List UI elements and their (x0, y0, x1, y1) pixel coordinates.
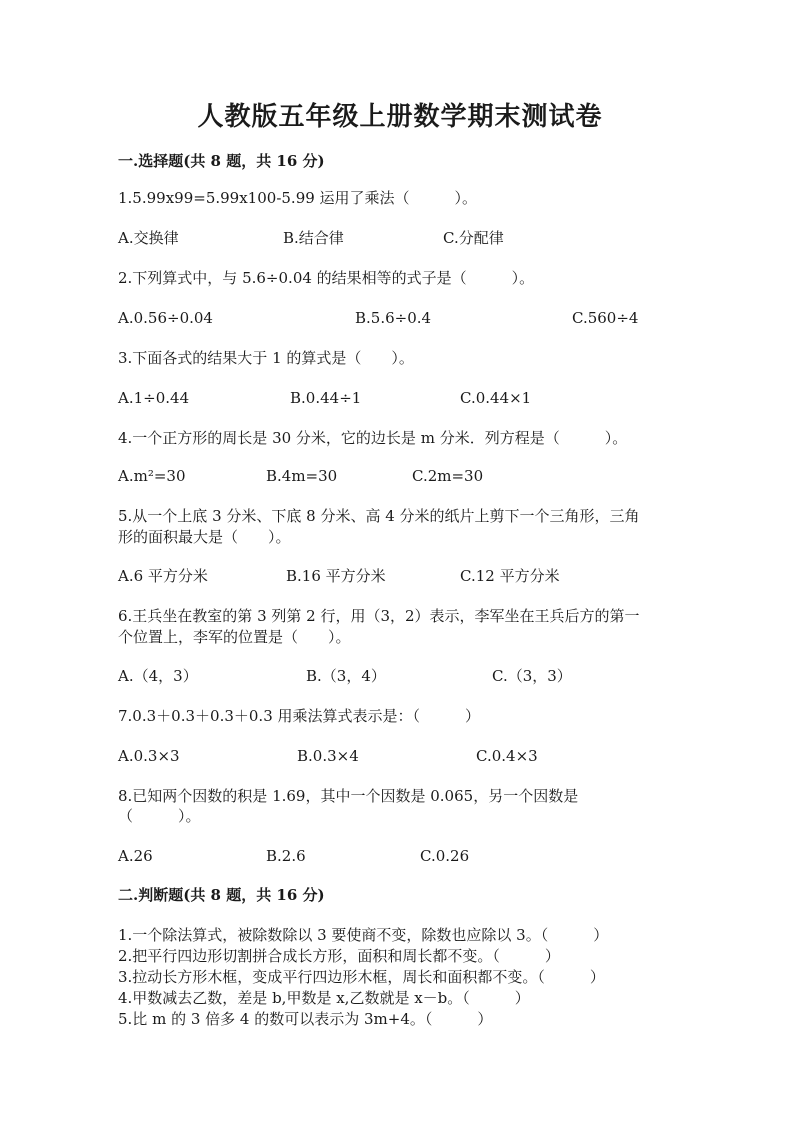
judgement-item-1: 1.一个除法算式，被除数除以 3 要使商不变，除数也应除以 3。（ ） (118, 926, 609, 944)
question-3: 3.下面各式的结果大于 1 的算式是（ ）。 (118, 349, 414, 367)
question-5-line-2: 形的面积最大是（ ）。 (118, 528, 291, 546)
question-3-option-b[interactable]: B.0.44÷1 (290, 389, 362, 407)
judgement-item-3: 3.拉动长方形木框，变成平行四边形木框，周长和面积都不变。（ ） (118, 968, 605, 986)
question-2-option-a[interactable]: A.0.56÷0.04 (118, 309, 213, 327)
question-7-option-c[interactable]: C.0.4×3 (476, 747, 538, 765)
question-1-option-a[interactable]: A.交换律 (118, 229, 179, 247)
question-3-option-a[interactable]: A.1÷0.44 (118, 389, 190, 407)
judgement-item-4: 4.甲数减去乙数，差是 b,甲数是 x,乙数就是 x－b。（ ） (118, 989, 530, 1007)
question-6-option-a[interactable]: A.（4，3） (118, 667, 198, 685)
question-7: 7.0.3＋0.3＋0.3＋0.3 用乘法算式表示是：（ ） (118, 707, 481, 725)
question-4-option-b[interactable]: B.4m=30 (266, 467, 338, 485)
question-8-line-1: 8.已知两个因数的积是 1.69，其中一个因数是 0.065，另一个因数是 (118, 787, 579, 805)
question-6-option-b[interactable]: B.（3，4） (306, 667, 386, 685)
question-3-option-c[interactable]: C.0.44×1 (460, 389, 532, 407)
question-6-option-c[interactable]: C.（3，3） (492, 667, 572, 685)
question-2-option-b[interactable]: B.5.6÷0.4 (355, 309, 432, 327)
question-4-option-c[interactable]: C.2m=30 (412, 467, 484, 485)
judgement-item-5: 5.比 m 的 3 倍多 4 的数可以表示为 3m+4。（ ） (118, 1010, 493, 1028)
question-6-line-1: 6.王兵坐在教室的第 3 列第 2 行，用（3，2）表示，李军坐在王兵后方的第一 (118, 607, 640, 625)
question-5-option-c[interactable]: C.12 平方分米 (460, 567, 560, 585)
question-2: 2.下列算式中，与 5.6÷0.04 的结果相等的式子是（ ）。 (118, 269, 535, 287)
question-5-option-b[interactable]: B.16 平方分米 (286, 567, 386, 585)
question-4-option-a[interactable]: A.m²=30 (118, 467, 186, 485)
question-1: 1.5.99x99=5.99x100-5.99 运用了乘法（ ）。 (118, 189, 478, 207)
question-1-option-c[interactable]: C.分配律 (443, 229, 504, 247)
section-heading-choice: 一.选择题(共 8 题，共 16 分) (118, 152, 325, 170)
question-8-option-a[interactable]: A.26 (118, 847, 153, 865)
page-title: 人教版五年级上册数学期末测试卷 (197, 102, 603, 132)
question-6-line-2: 个位置上，李军的位置是（ ）。 (118, 628, 351, 646)
question-7-option-b[interactable]: B.0.3×4 (297, 747, 359, 765)
question-7-option-a[interactable]: A.0.3×3 (118, 747, 180, 765)
question-8-option-b[interactable]: B.2.6 (266, 847, 306, 865)
question-8-option-c[interactable]: C.0.26 (420, 847, 470, 865)
judgement-item-2: 2.把平行四边形切割拼合成长方形，面积和周长都不变。（ ） (118, 947, 560, 965)
question-4: 4.一个正方形的周长是 30 分米，它的边长是 m 分米．列方程是（ ）。 (118, 429, 628, 447)
question-1-option-b[interactable]: B.结合律 (283, 229, 344, 247)
question-5-line-1: 5.从一个上底 3 分米、下底 8 分米、高 4 分米的纸片上剪下一个三角形，三角 (118, 507, 640, 525)
question-5-option-a[interactable]: A.6 平方分米 (118, 567, 208, 585)
question-8-line-2: （ ）。 (118, 807, 201, 825)
section-heading-judgement: 二.判断题(共 8 题，共 16 分) (118, 886, 325, 904)
question-2-option-c[interactable]: C.560÷4 (572, 309, 639, 327)
